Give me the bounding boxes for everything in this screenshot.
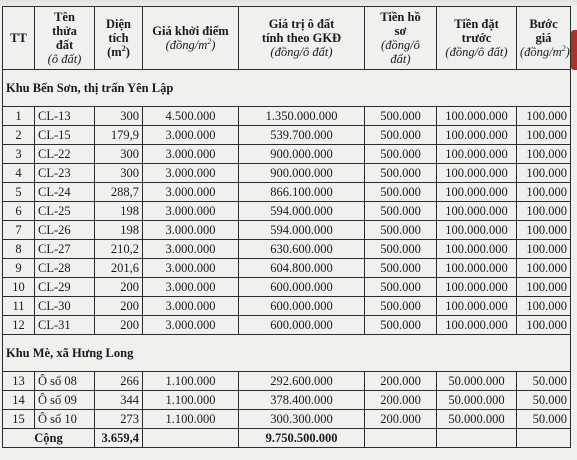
area-value: 200 <box>95 278 143 297</box>
start-price: 3.000.000 <box>143 126 239 145</box>
deposit-amount: 100.000.000 <box>437 202 517 221</box>
total-area: 3.659,4 <box>95 429 143 448</box>
row-number: 7 <box>3 221 35 240</box>
deposit-amount: 50.000.000 <box>437 410 517 429</box>
parcel-name: CL-29 <box>35 278 95 297</box>
land-value: 900.000.000 <box>239 145 365 164</box>
area-value: 198 <box>95 221 143 240</box>
area-value: 300 <box>95 145 143 164</box>
land-value: 600.000.000 <box>239 278 365 297</box>
area-value: 344 <box>95 391 143 410</box>
section-row <box>3 335 571 372</box>
table-row <box>3 202 571 221</box>
row-number: 1 <box>3 107 35 126</box>
area-value: 288,7 <box>95 183 143 202</box>
deposit-amount: 50.000.000 <box>437 372 517 391</box>
row-number: 6 <box>3 202 35 221</box>
row-number: 11 <box>3 297 35 316</box>
start-price: 3.000.000 <box>143 202 239 221</box>
table-row <box>3 278 571 297</box>
start-price: 4.500.000 <box>143 107 239 126</box>
deposit-amount: 100.000.000 <box>437 297 517 316</box>
land-value: 866.100.000 <box>239 183 365 202</box>
start-price: 3.000.000 <box>143 145 239 164</box>
parcel-name: Ô số 08 <box>35 372 95 391</box>
deposit-amount: 100.000.000 <box>437 183 517 202</box>
header-price-step: Bước giá $(đồng/m^2)$ <box>517 7 571 70</box>
price-step: 100.000 <box>517 202 571 221</box>
deposit-amount: 100.000.000 <box>437 145 517 164</box>
file-fee: 500.000 <box>365 259 437 278</box>
price-step: 100.000 <box>517 259 571 278</box>
parcel-name: CL-26 <box>35 221 95 240</box>
table-row <box>3 164 571 183</box>
file-fee: 200.000 <box>365 372 437 391</box>
price-step: 100.000 <box>517 221 571 240</box>
area-value: 210,2 <box>95 240 143 259</box>
total-empty-cell <box>517 429 571 448</box>
file-fee: 500.000 <box>365 183 437 202</box>
total-value: 9.750.500.000 <box>239 429 365 448</box>
parcel-name: CL-30 <box>35 297 95 316</box>
file-fee: 500.000 <box>365 316 437 335</box>
table-row <box>3 316 571 335</box>
total-row <box>3 429 571 448</box>
table-row <box>3 259 571 278</box>
start-price: 3.000.000 <box>143 221 239 240</box>
file-fee: 500.000 <box>365 107 437 126</box>
file-fee: 500.000 <box>365 221 437 240</box>
land-value: 292.600.000 <box>239 372 365 391</box>
price-step: 100.000 <box>517 297 571 316</box>
land-value: 600.000.000 <box>239 297 365 316</box>
header-parcel: Tên thửa đất (ô đất) <box>35 7 95 70</box>
file-fee: 500.000 <box>365 145 437 164</box>
area-value: 200 <box>95 297 143 316</box>
header-land-value: Giá trị ô đất tính theo GKĐ (đồng/ô đất) <box>239 7 365 70</box>
area-value: 198 <box>95 202 143 221</box>
deposit-amount: 100.000.000 <box>437 278 517 297</box>
deposit-amount: 100.000.000 <box>437 316 517 335</box>
section-row <box>3 70 571 107</box>
area-value: 266 <box>95 372 143 391</box>
area-value: 201,6 <box>95 259 143 278</box>
deposit-amount: 100.000.000 <box>437 259 517 278</box>
header-area: Diện tích $(m^2)$ <box>95 7 143 70</box>
deposit-amount: 100.000.000 <box>437 126 517 145</box>
parcel-name: CL-22 <box>35 145 95 164</box>
deposit-amount: 50.000.000 <box>437 391 517 410</box>
section-title: Khu Mè, xã Hưng Long <box>3 335 571 372</box>
table-row <box>3 410 571 429</box>
file-fee: 200.000 <box>365 391 437 410</box>
price-step: 100.000 <box>517 278 571 297</box>
parcel-name: Ô số 10 <box>35 410 95 429</box>
price-step: 100.000 <box>517 240 571 259</box>
parcel-name: CL-24 <box>35 183 95 202</box>
land-value: 300.300.000 <box>239 410 365 429</box>
parcel-name: CL-31 <box>35 316 95 335</box>
area-value: 300 <box>95 107 143 126</box>
binder-edge-mark <box>571 30 577 70</box>
area-value: 300 <box>95 164 143 183</box>
parcel-name: CL-23 <box>35 164 95 183</box>
table-row <box>3 183 571 202</box>
file-fee: 500.000 <box>365 240 437 259</box>
parcel-name: CL-25 <box>35 202 95 221</box>
header-tt: TT <box>3 7 35 70</box>
start-price: 3.000.000 <box>143 240 239 259</box>
table-row <box>3 145 571 164</box>
file-fee: 500.000 <box>365 202 437 221</box>
file-fee: 200.000 <box>365 410 437 429</box>
parcel-name: CL-28 <box>35 259 95 278</box>
price-step: 100.000 <box>517 316 571 335</box>
row-number: 9 <box>3 259 35 278</box>
parcel-name: CL-15 <box>35 126 95 145</box>
start-price: 1.100.000 <box>143 410 239 429</box>
parcel-name: CL-27 <box>35 240 95 259</box>
land-value: 604.800.000 <box>239 259 365 278</box>
table-header <box>3 7 571 70</box>
deposit-amount: 100.000.000 <box>437 164 517 183</box>
start-price: 1.100.000 <box>143 391 239 410</box>
header-file-fee: Tiền hồ sơ (đồng/ô đất) <box>365 7 437 70</box>
header-start-price: Giá khởi điểm $(đồng/m^2)$ <box>143 7 239 70</box>
start-price: 3.000.000 <box>143 164 239 183</box>
area-value: 200 <box>95 316 143 335</box>
table-row <box>3 221 571 240</box>
file-fee: 500.000 <box>365 164 437 183</box>
header-deposit: Tiền đặt trước (đồng/ô đất) <box>437 7 517 70</box>
file-fee: 500.000 <box>365 297 437 316</box>
table-row <box>3 107 571 126</box>
price-step: 50.000 <box>517 410 571 429</box>
land-value: 600.000.000 <box>239 316 365 335</box>
parcel-name: Ô số 09 <box>35 391 95 410</box>
price-step: 100.000 <box>517 126 571 145</box>
parcel-name: CL-13 <box>35 107 95 126</box>
deposit-amount: 100.000.000 <box>437 221 517 240</box>
auction-land-table <box>2 6 571 448</box>
land-value: 594.000.000 <box>239 221 365 240</box>
table-body <box>3 70 571 448</box>
price-step: 50.000 <box>517 372 571 391</box>
price-step: 100.000 <box>517 145 571 164</box>
row-number: 3 <box>3 145 35 164</box>
start-price: 3.000.000 <box>143 259 239 278</box>
table-row <box>3 240 571 259</box>
land-value: 1.350.000.000 <box>239 107 365 126</box>
row-number: 5 <box>3 183 35 202</box>
price-step: 100.000 <box>517 183 571 202</box>
deposit-amount: 100.000.000 <box>437 107 517 126</box>
table-row <box>3 372 571 391</box>
land-value: 630.600.000 <box>239 240 365 259</box>
row-number: 4 <box>3 164 35 183</box>
total-label: Cộng <box>3 429 95 448</box>
row-number: 10 <box>3 278 35 297</box>
area-value: 273 <box>95 410 143 429</box>
start-price: 3.000.000 <box>143 297 239 316</box>
row-number: 14 <box>3 391 35 410</box>
row-number: 15 <box>3 410 35 429</box>
table-row <box>3 391 571 410</box>
start-price: 3.000.000 <box>143 316 239 335</box>
deposit-amount: 100.000.000 <box>437 240 517 259</box>
start-price: 1.100.000 <box>143 372 239 391</box>
land-value: 594.000.000 <box>239 202 365 221</box>
start-price: 3.000.000 <box>143 183 239 202</box>
table-row <box>3 126 571 145</box>
total-empty-cell <box>437 429 517 448</box>
total-empty-cell <box>143 429 239 448</box>
row-number: 13 <box>3 372 35 391</box>
price-step: 100.000 <box>517 164 571 183</box>
price-step: 50.000 <box>517 391 571 410</box>
row-number: 12 <box>3 316 35 335</box>
start-price: 3.000.000 <box>143 278 239 297</box>
area-value: 179,9 <box>95 126 143 145</box>
total-empty-cell <box>365 429 437 448</box>
row-number: 8 <box>3 240 35 259</box>
section-title: Khu Bến Sơn, thị trấn Yên Lập <box>3 70 571 107</box>
table-row <box>3 297 571 316</box>
land-value: 378.400.000 <box>239 391 365 410</box>
price-step: 100.000 <box>517 107 571 126</box>
file-fee: 500.000 <box>365 126 437 145</box>
land-value: 539.700.000 <box>239 126 365 145</box>
file-fee: 500.000 <box>365 278 437 297</box>
land-value: 900.000.000 <box>239 164 365 183</box>
row-number: 2 <box>3 126 35 145</box>
